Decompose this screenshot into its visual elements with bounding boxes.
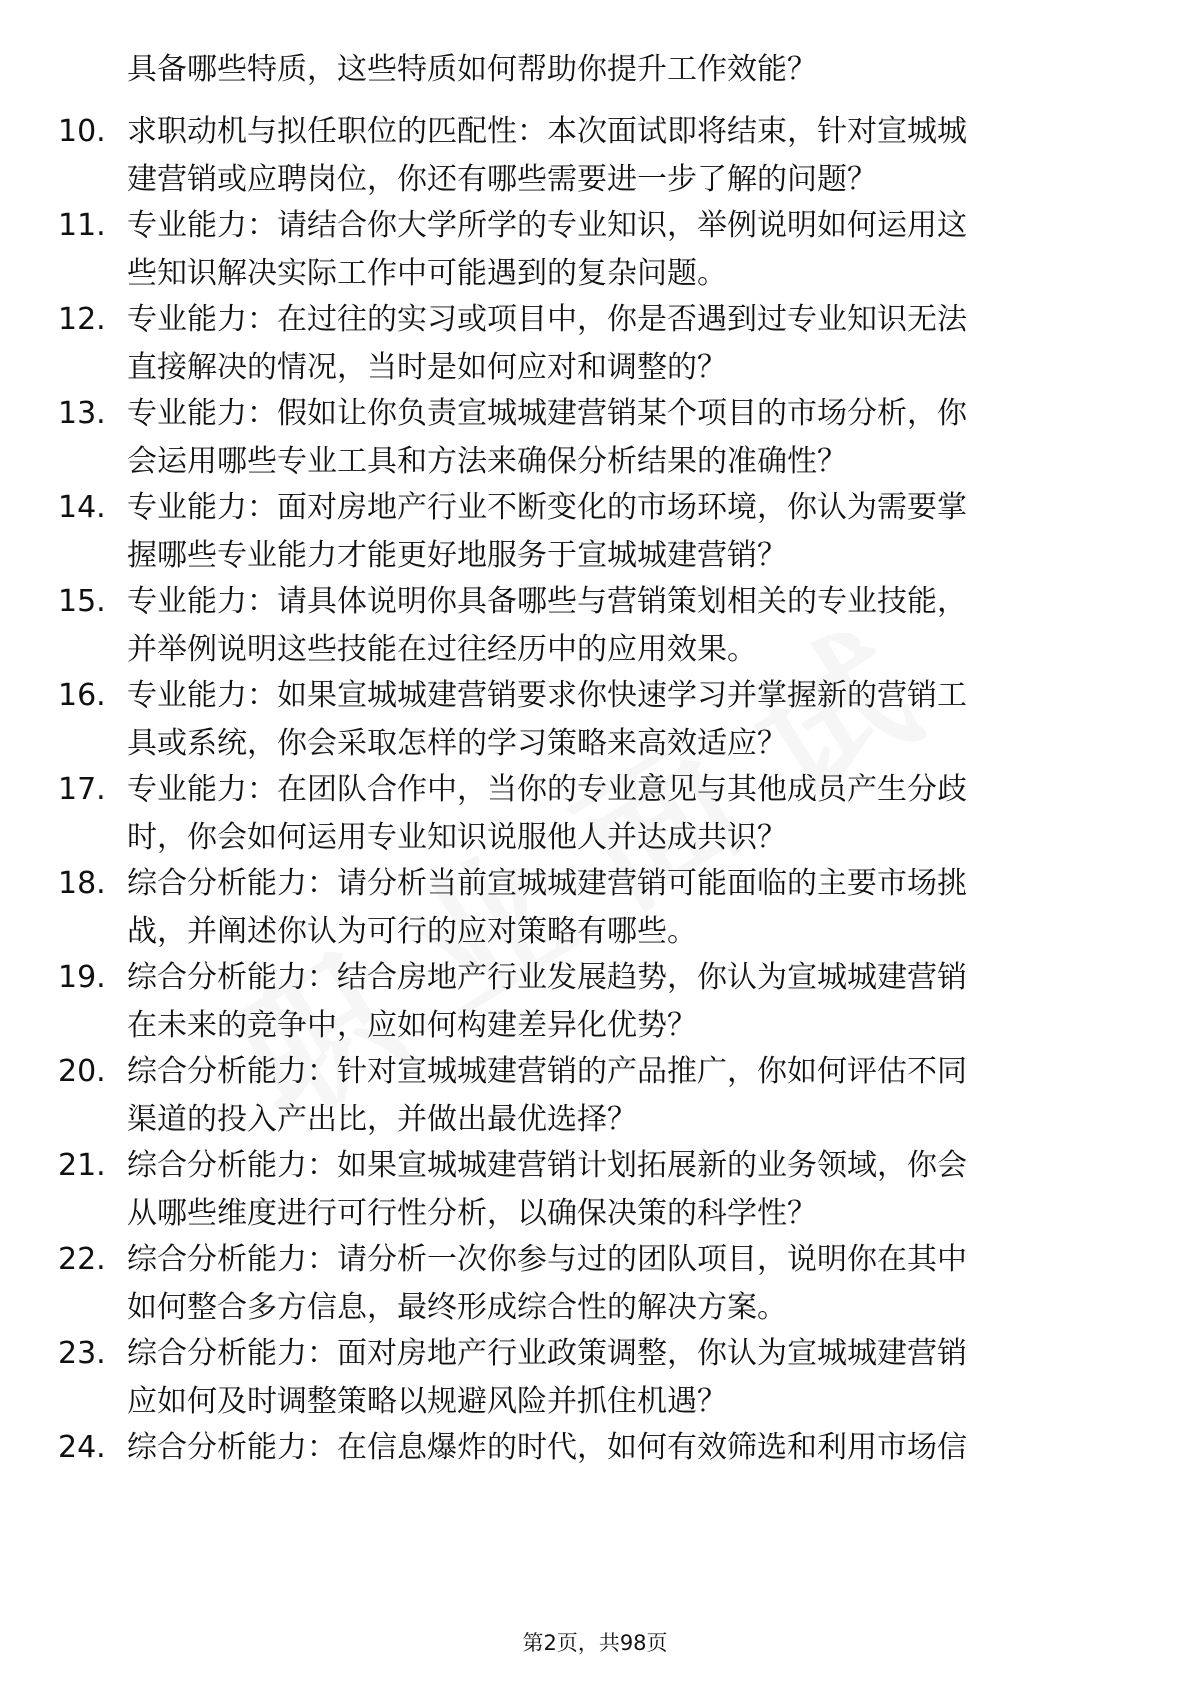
item-text <box>127 1142 1127 1238</box>
item-line: 建营销或应聘岗位，你还有哪些需要进一步了解的问题？ <box>127 162 877 197</box>
item-number: 10. <box>58 114 106 149</box>
item-number: 16. <box>58 678 106 713</box>
item-line: 专业能力：在团队合作中，当你的专业意见与其他成员产生分歧 <box>127 772 967 807</box>
item-text <box>127 860 1127 956</box>
item-line: 综合分析能力：在信息爆炸的时代，如何有效筛选和利用市场信 <box>127 1430 967 1465</box>
item-line: 些知识解决实际工作中可能遇到的复杂问题。 <box>127 256 727 291</box>
item-line: 专业能力：在过往的实习或项目中，你是否遇到过专业知识无法 <box>127 302 967 337</box>
item-line: 如何整合多方信息，最终形成综合性的解决方案。 <box>127 1290 787 1325</box>
item-text <box>127 1048 1127 1144</box>
item-line: 直接解决的情况，当时是如何应对和调整的？ <box>127 350 727 385</box>
item-text <box>127 296 1127 392</box>
item-text <box>127 484 1127 580</box>
item-text <box>127 766 1127 862</box>
item-line: 综合分析能力：请分析当前宣城城建营销可能面临的主要市场挑 <box>127 866 967 901</box>
item-line: 专业能力：如果宣城城建营销要求你快速学习并掌握新的营销工 <box>127 678 967 713</box>
page-footer: 第2页，共98页 <box>522 1631 668 1655</box>
item-number: 23. <box>58 1336 106 1371</box>
item-line: 握哪些专业能力才能更好地服务于宣城城建营销？ <box>127 538 787 573</box>
item-text <box>127 1424 1127 1472</box>
item-text <box>127 578 1127 674</box>
item-line: 应如何及时调整策略以规避风险并抓住机遇？ <box>127 1384 727 1419</box>
item-line: 综合分析能力：结合房地产行业发展趋势，你认为宣城城建营销 <box>127 960 967 995</box>
item-number: 24. <box>58 1430 106 1465</box>
item-text <box>127 108 1127 204</box>
item-number: 19. <box>58 960 106 995</box>
item-number: 13. <box>58 396 106 431</box>
item-line: 具或系统，你会采取怎样的学习策略来高效适应？ <box>127 726 787 761</box>
continuation-text: 具备哪些特质，这些特质如何帮助你提升工作效能？ <box>127 52 817 87</box>
item-line: 时，你会如何运用专业知识说服他人并达成共识？ <box>127 820 787 855</box>
item-line: 会运用哪些专业工具和方法来确保分析结果的准确性？ <box>127 444 847 479</box>
item-number: 22. <box>58 1242 106 1277</box>
item-line: 从哪些维度进行可行性分析，以确保决策的科学性？ <box>127 1196 817 1231</box>
item-line: 专业能力：假如让你负责宣城城建营销某个项目的市场分析，你 <box>127 396 967 431</box>
item-text <box>127 202 1127 298</box>
item-number: 12. <box>58 302 106 337</box>
item-number: 15. <box>58 584 106 619</box>
item-line: 专业能力：请结合你大学所学的专业知识，举例说明如何运用这 <box>127 208 967 243</box>
item-line: 战，并阐述你认为可行的应对策略有哪些。 <box>127 914 697 949</box>
item-line: 专业能力：请具体说明你具备哪些与营销策划相关的专业技能， <box>127 584 967 619</box>
item-line: 综合分析能力：如果宣城城建营销计划拓展新的业务领域，你会 <box>127 1148 967 1183</box>
item-line: 专业能力：面对房地产行业不断变化的市场环境，你认为需要掌 <box>127 490 967 525</box>
item-number: 11. <box>58 208 106 243</box>
item-text <box>127 954 1127 1050</box>
item-line: 综合分析能力：请分析一次你参与过的团队项目，说明你在其中 <box>127 1242 967 1277</box>
item-text <box>127 672 1127 768</box>
item-line: 综合分析能力：面对房地产行业政策调整，你认为宣城城建营销 <box>127 1336 967 1371</box>
item-line: 在未来的竞争中，应如何构建差异化优势？ <box>127 1008 697 1043</box>
item-line: 并举例说明这些技能在过往经历中的应用效果。 <box>127 632 757 667</box>
item-text <box>127 390 1127 486</box>
item-number: 20. <box>58 1054 106 1089</box>
item-text <box>127 1236 1127 1332</box>
item-number: 14. <box>58 490 106 525</box>
item-text <box>127 1330 1127 1426</box>
item-number: 18. <box>58 866 106 901</box>
item-line: 求职动机与拟任职位的匹配性：本次面试即将结束，针对宣城城 <box>127 114 967 149</box>
item-line: 综合分析能力：针对宣城城建营销的产品推广，你如何评估不同 <box>127 1054 967 1089</box>
item-number: 21. <box>58 1148 106 1183</box>
item-line: 渠道的投入产出比，并做出最优选择？ <box>127 1102 637 1137</box>
item-number: 17. <box>58 772 106 807</box>
